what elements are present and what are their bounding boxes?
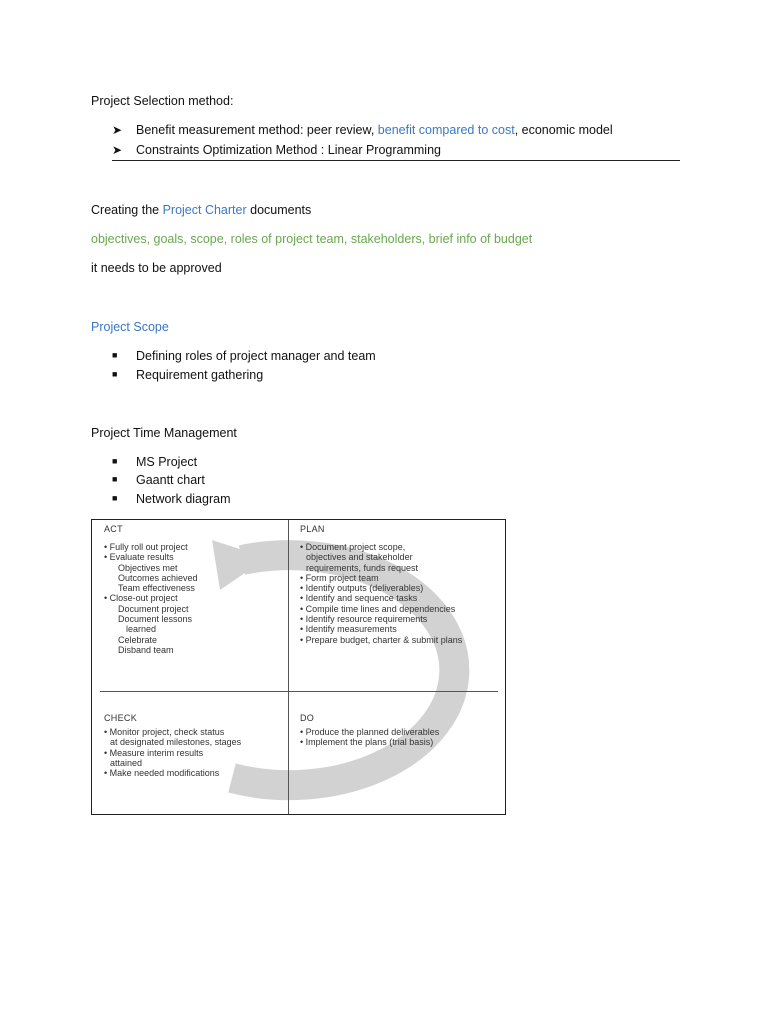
act-line: • Evaluate results (104, 552, 174, 563)
check-line: at designated milestones, stages (110, 737, 242, 748)
plan-line: • Document project scope, (300, 542, 406, 552)
square-bullet-icon: ■ (112, 456, 118, 466)
act-line: Outcomes achieved (118, 572, 198, 583)
plan-line: • Compile time lines and dependencies (300, 603, 456, 614)
time-item-text: Gaantt chart (136, 473, 205, 487)
act-title: ACT (104, 524, 123, 534)
act-line: Disband team (118, 644, 174, 655)
horizontal-rule (112, 160, 680, 161)
plan-line: • Identify resource requirements (300, 614, 428, 625)
square-bullet-icon: ■ (112, 493, 118, 503)
act-line: Objectives met (118, 562, 178, 573)
scope-item-text: Defining roles of project manager and team (136, 349, 376, 363)
charter-suffix: documents (246, 203, 312, 217)
check-line: • Measure interim results (104, 747, 204, 758)
pdca-cycle-figure (91, 519, 506, 815)
scope-item (112, 348, 376, 365)
do-line: • Implement the plans (trial basis) (300, 737, 434, 748)
plan-line: requirements, funds request (306, 562, 419, 573)
act-line: Celebrate (118, 634, 158, 645)
time-item (112, 491, 230, 508)
scope-item (112, 367, 263, 384)
quadrant-divider-horizontal (100, 691, 498, 692)
scope-heading: Project Scope (91, 320, 169, 334)
plan-line: • Identify outputs (deliverables) (300, 583, 424, 594)
time-item (112, 454, 197, 471)
act-line: Document project (118, 603, 189, 614)
plan-list (300, 542, 462, 645)
check-title: CHECK (104, 713, 138, 723)
selection-item-2 (112, 142, 441, 158)
selection-item-2-text: Constraints Optimization Method : Linear Programming (136, 143, 441, 157)
plan-line: • Identify and sequence tasks (300, 593, 418, 604)
square-bullet-icon: ■ (112, 369, 118, 379)
charter-line (91, 202, 311, 218)
plan-title: PLAN (300, 524, 325, 534)
charter-highlight: Project Charter (162, 203, 247, 217)
arrow-bullet-icon: ➤ (112, 143, 123, 157)
selection-item-1-highlight: benefit compared to cost (377, 123, 515, 137)
act-line: • Close-out project (104, 593, 178, 604)
check-line: • Make needed modifications (104, 768, 220, 779)
selection-heading: Project Selection method: (91, 94, 234, 108)
scope-item-text: Requirement gathering (136, 368, 264, 382)
act-list (104, 542, 198, 655)
time-item-text: MS Project (136, 455, 198, 469)
do-line: • Produce the planned deliverables (300, 727, 440, 737)
quadrant-divider-vertical (288, 520, 289, 815)
plan-line: objectives and stakeholder (306, 552, 413, 563)
check-line: • Monitor project, check status (104, 727, 225, 737)
check-line: attained (110, 757, 143, 768)
act-line: Team effectiveness (118, 583, 195, 594)
square-bullet-icon: ■ (112, 350, 118, 360)
selection-item-1-suffix: , economic model (514, 123, 613, 137)
plan-line: • Prepare budget, charter & submit plans (300, 634, 463, 645)
act-line: Document lessons (118, 614, 193, 625)
do-title: DO (300, 713, 315, 723)
act-line: • Fully roll out project (104, 542, 188, 552)
plan-line: • Identify measurements (300, 624, 397, 635)
charter-contents: objectives, goals, scope, roles of project team, stakeholders, brief info of budget (91, 232, 533, 246)
selection-item-1-prefix: Benefit measurement method: peer review, (136, 123, 378, 137)
charter-prefix: Creating the (91, 203, 163, 217)
time-item (112, 472, 205, 489)
square-bullet-icon: ■ (112, 474, 118, 484)
time-heading: Project Time Management (91, 426, 237, 440)
selection-item-1 (112, 122, 613, 138)
charter-approval: it needs to be approved (91, 261, 222, 275)
do-list (300, 727, 439, 748)
act-line: learned (126, 624, 157, 635)
arrow-bullet-icon: ➤ (112, 123, 123, 137)
check-list (104, 727, 241, 778)
plan-line: • Form project team (300, 572, 379, 583)
time-item-text: Network diagram (136, 492, 231, 506)
